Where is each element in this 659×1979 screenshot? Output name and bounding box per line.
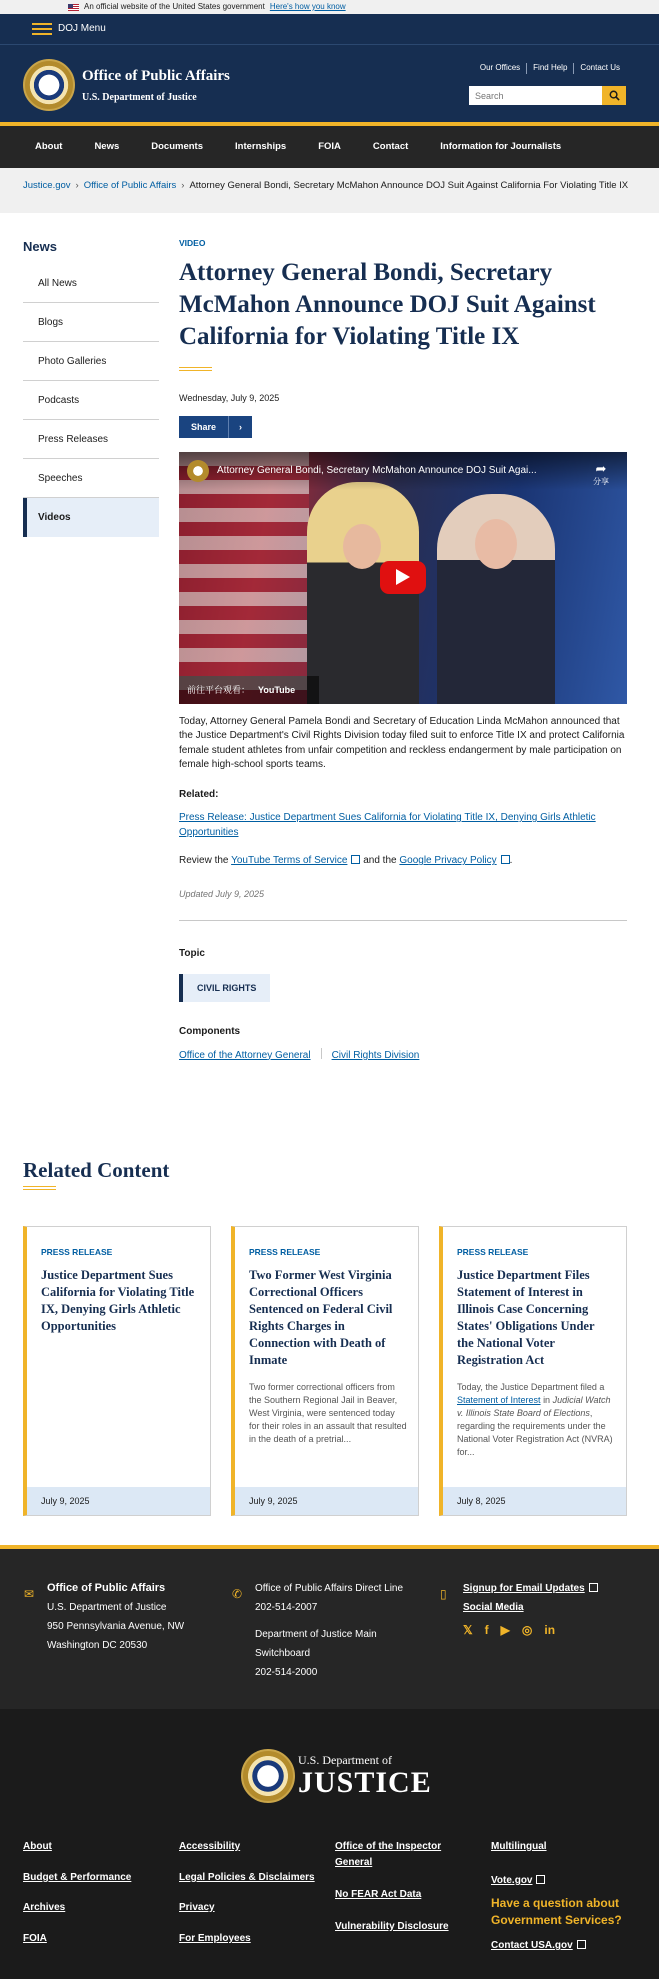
doj-seal-logo[interactable] (23, 59, 75, 111)
components-heading: Components (179, 1026, 241, 1038)
footer-link-vote[interactable]: Vote.gov (491, 1875, 533, 1886)
main-nav (0, 122, 659, 168)
footer-link-privacy[interactable]: Privacy (179, 1902, 215, 1913)
mobile-icon: ▯ (440, 1587, 447, 1601)
tos-end: . (509, 855, 513, 867)
wordmark-big: JUSTICE (298, 1766, 432, 1800)
site-header (0, 44, 659, 122)
related-content (0, 1148, 659, 1545)
nav-internships[interactable]: Internships (235, 140, 287, 152)
card-title[interactable]: Justice Department Sues California for Violating Title IX, Denying Girls Athletic Opportunities (41, 1268, 195, 1333)
footer-link-employees[interactable]: For Employees (179, 1933, 251, 1944)
card-date: July 9, 2025 (235, 1487, 418, 1515)
nav-contact[interactable]: Contact (372, 140, 409, 152)
card-desc-a: Today, the Justice Department filed a (457, 1382, 605, 1392)
play-icon (396, 569, 410, 585)
sidebar-item-speeches[interactable]: Speeches (23, 459, 159, 498)
content-type-label: VIDEO (179, 238, 206, 248)
external-link-icon (501, 855, 510, 864)
nav-foia[interactable]: FOIA (318, 140, 341, 152)
card-date: July 8, 2025 (443, 1487, 626, 1515)
nav-documents[interactable]: Documents (151, 140, 203, 152)
sidebar-item-press-releases[interactable]: Press Releases (23, 420, 159, 459)
tos-prefix: Review the (179, 855, 229, 867)
us-flag-icon (68, 4, 79, 11)
footer-link-legal[interactable]: Legal Policies & Disclaimers (179, 1872, 315, 1883)
department-name: U.S. Department of Justice (82, 92, 197, 104)
instagram-icon[interactable]: ◎ (521, 1623, 533, 1637)
play-button[interactable] (380, 561, 426, 594)
wordmark-small: U.S. Department of (298, 1753, 392, 1767)
card-type: PRESS RELEASE (41, 1247, 113, 1257)
card-desc-c: , regarding the requirements under the National Voter Registration Act (NVRA) for... (457, 1408, 613, 1457)
related-divider (23, 1186, 56, 1190)
share-label: Share (191, 421, 217, 432)
doj-menu-bar (0, 14, 659, 44)
sidebar-item-blogs[interactable]: Blogs (23, 303, 159, 342)
sidebar-item-photo-galleries[interactable]: Photo Galleries (23, 342, 159, 381)
youtube-icon[interactable]: ▶ (500, 1623, 510, 1637)
footer-link-multilingual[interactable]: Multilingual (491, 1841, 547, 1852)
video-title-bar (179, 452, 627, 490)
video-person-right (437, 494, 555, 704)
social-icons (463, 1621, 598, 1640)
related-heading: Related: (179, 788, 219, 800)
footer-address-line: Washington DC 20530 (47, 1640, 148, 1651)
share-button[interactable] (179, 416, 252, 438)
statement-of-interest-link[interactable]: Statement of Interest (457, 1395, 541, 1405)
card-description (457, 1381, 615, 1459)
envelope-icon: ✉ (24, 1587, 35, 1601)
nav-news[interactable]: News (94, 140, 120, 152)
footer-subscribe (440, 1579, 598, 1640)
tos-mid: and the (363, 855, 397, 867)
divider (179, 920, 627, 921)
youtube-logo: YouTube (258, 684, 296, 695)
sidebar-item-videos[interactable]: Videos (23, 498, 159, 537)
page-title: Attorney General Bondi, Secretary McMahon Announce DOJ Suit Against California for Violating Title IX (179, 259, 596, 351)
share-arrow-icon: ➦ (595, 460, 607, 476)
sidebar-item-all-news[interactable]: All News (23, 264, 159, 303)
video-share-button[interactable] (593, 460, 609, 488)
facebook-icon[interactable]: f (484, 1623, 489, 1637)
related-card[interactable] (439, 1226, 627, 1516)
watch-on-label: 前往平台观看： (187, 684, 251, 695)
topic-tag-civil-rights[interactable]: CIVIL RIGHTS (179, 974, 270, 1002)
footer-question: Have a question about Government Services? (491, 1896, 622, 1927)
gov-banner-text: An official website of the United States government (84, 1, 265, 11)
doj-seal-logo[interactable] (241, 1749, 295, 1803)
external-link-icon (589, 1583, 598, 1592)
article-date: Wednesday, July 9, 2025 (179, 393, 280, 404)
card-description: Two former correctional officers from the Southern Regional Jail in Beaver, West Virginia, were sentenced today for their roles in an assault that resulted in the death of a pretrial... (249, 1382, 407, 1444)
switchboard-label: Switchboard (255, 1648, 311, 1659)
sidebar-item-podcasts[interactable]: Podcasts (23, 381, 159, 420)
utility-links (474, 63, 626, 74)
direct-line-label: Office of Public Affairs Direct Line (255, 1583, 404, 1594)
card-desc-b: in (543, 1395, 551, 1405)
separator (321, 1048, 322, 1059)
chevron-right-icon: › (75, 180, 79, 191)
footer-office: Office of Public Affairs (47, 1582, 166, 1594)
doj-menu-button[interactable]: DOJ Menu (58, 23, 106, 35)
card-date: July 9, 2025 (27, 1487, 210, 1515)
component-crt-link[interactable]: Civil Rights Division (331, 1049, 420, 1061)
footer-link-archives[interactable]: Archives (23, 1902, 66, 1913)
search-icon (609, 90, 620, 101)
our-offices-link[interactable]: Our Offices (479, 63, 521, 72)
email-updates-link[interactable]: Signup for Email Updates (463, 1583, 585, 1594)
article (179, 238, 627, 1062)
social-media-link[interactable]: Social Media (463, 1602, 524, 1613)
watch-on-youtube-link[interactable] (179, 676, 319, 704)
nav-journalists[interactable]: Information for Journalists (440, 140, 562, 152)
footer-address-line: 950 Pennsylvania Avenue, NW (47, 1621, 185, 1632)
youtube-tos-link[interactable]: YouTube Terms of Service (231, 855, 348, 867)
external-link-icon (536, 1875, 545, 1884)
footer-address (24, 1579, 185, 1655)
breadcrumb-current: Attorney General Bondi, Secretary McMahon Announce DOJ Suit Against California For Violating Title IX (189, 180, 629, 191)
contact-us-link[interactable]: Contact Us (573, 63, 626, 74)
footer-link-budget[interactable]: Budget & Performance (23, 1872, 132, 1883)
video-share-label: 分享 (593, 477, 609, 487)
footer-link-no-fear[interactable]: No FEAR Act Data (335, 1889, 422, 1900)
search-button[interactable] (602, 86, 626, 105)
site-branding[interactable] (82, 66, 230, 105)
footer-link-oig[interactable]: Office of the Inspector General (335, 1841, 442, 1868)
gov-banner (0, 0, 659, 14)
card-type: PRESS RELEASE (249, 1247, 321, 1257)
related-card[interactable] (23, 1226, 211, 1516)
phone-icon: ✆ (232, 1587, 243, 1601)
main-content (0, 213, 659, 1148)
direct-line-number[interactable]: 202-514-2007 (255, 1602, 318, 1613)
hamburger-icon[interactable] (32, 23, 52, 35)
card-title[interactable]: Two Former West Virginia Correctional Officers Sentenced on Federal Civil Rights Charges in Connection with Death of Inmate (249, 1268, 393, 1367)
video-title[interactable]: Attorney General Bondi, Secretary McMahon Announce DOJ Suit Agai... (217, 464, 537, 476)
article-body: Today, Attorney General Pamela Bondi and Secretary of Education Linda McMahon announced that the Justice Department's Civil Rights Division today filed suit to enforce Title IX and protect California female student athletes from unfair competition and reckless endangerment by male participation on female high-school sports teams. (179, 715, 625, 771)
external-link-icon (351, 855, 360, 864)
related-press-release-link[interactable]: Press Release: Justice Department Sues California for Violating Title IX, Denying Girls Athletic Opportunities (179, 812, 596, 838)
breadcrumb-home[interactable]: Justice.gov (23, 180, 71, 191)
sidebar-nav (23, 238, 159, 537)
how-you-know-link[interactable]: Here's how you know (269, 1, 346, 11)
x-icon[interactable]: 𝕏 (463, 1623, 473, 1637)
footer-vote-wrap (491, 1870, 545, 1889)
site-footer (0, 1709, 659, 1979)
footer-phone (232, 1579, 404, 1682)
component-ag-office-link[interactable]: Office of the Attorney General (179, 1049, 311, 1061)
channel-avatar[interactable] (187, 460, 209, 482)
components-list (179, 1048, 627, 1063)
related-card[interactable] (231, 1226, 419, 1516)
google-privacy-link[interactable]: Google Privacy Policy (399, 855, 497, 867)
sidebar-heading[interactable]: News (23, 239, 57, 254)
switchboard-label: Department of Justice Main (255, 1629, 377, 1640)
footer-doj-wordmark[interactable] (298, 1752, 432, 1798)
find-help-link[interactable]: Find Help (526, 63, 573, 74)
nav-about[interactable]: About (35, 140, 63, 152)
terms-note (179, 854, 627, 868)
card-title[interactable]: Justice Department Files Statement of Interest in Illinois Case Concerning States' Obligations Under the National Voter Registration Act (457, 1268, 595, 1367)
topic-heading: Topic (179, 947, 205, 959)
title-divider (179, 367, 212, 371)
chevron-right-icon: › (181, 180, 185, 191)
footer-link-about[interactable]: About (23, 1841, 52, 1852)
search-form (469, 86, 626, 105)
footer-link-foia[interactable]: FOIA (23, 1933, 47, 1944)
switchboard-number[interactable]: 202-514-2000 (255, 1667, 318, 1678)
office-name: Office of Public Affairs (82, 68, 230, 84)
card-desc-case: Judicial Watch v. Illinois State Board of Elections (457, 1395, 611, 1418)
search-input[interactable] (469, 86, 602, 105)
footer-contact (0, 1545, 659, 1709)
breadcrumb (0, 168, 659, 213)
footer-link-vulnerability[interactable]: Vulnerability Disclosure (335, 1921, 449, 1932)
footer-link-contact-usa[interactable]: Contact USA.gov (491, 1940, 573, 1951)
chevron-right-icon: › (228, 416, 252, 438)
breadcrumb-office[interactable]: Office of Public Affairs (83, 180, 177, 191)
updated-date: Updated July 9, 2025 (179, 888, 265, 899)
video-embed[interactable] (179, 452, 627, 704)
card-type: PRESS RELEASE (457, 1247, 529, 1257)
related-content-heading: Related Content (23, 1158, 170, 1182)
footer-link-accessibility[interactable]: Accessibility (179, 1841, 241, 1852)
linkedin-icon[interactable]: in (544, 1623, 556, 1637)
footer-address-line: U.S. Department of Justice (47, 1602, 167, 1613)
